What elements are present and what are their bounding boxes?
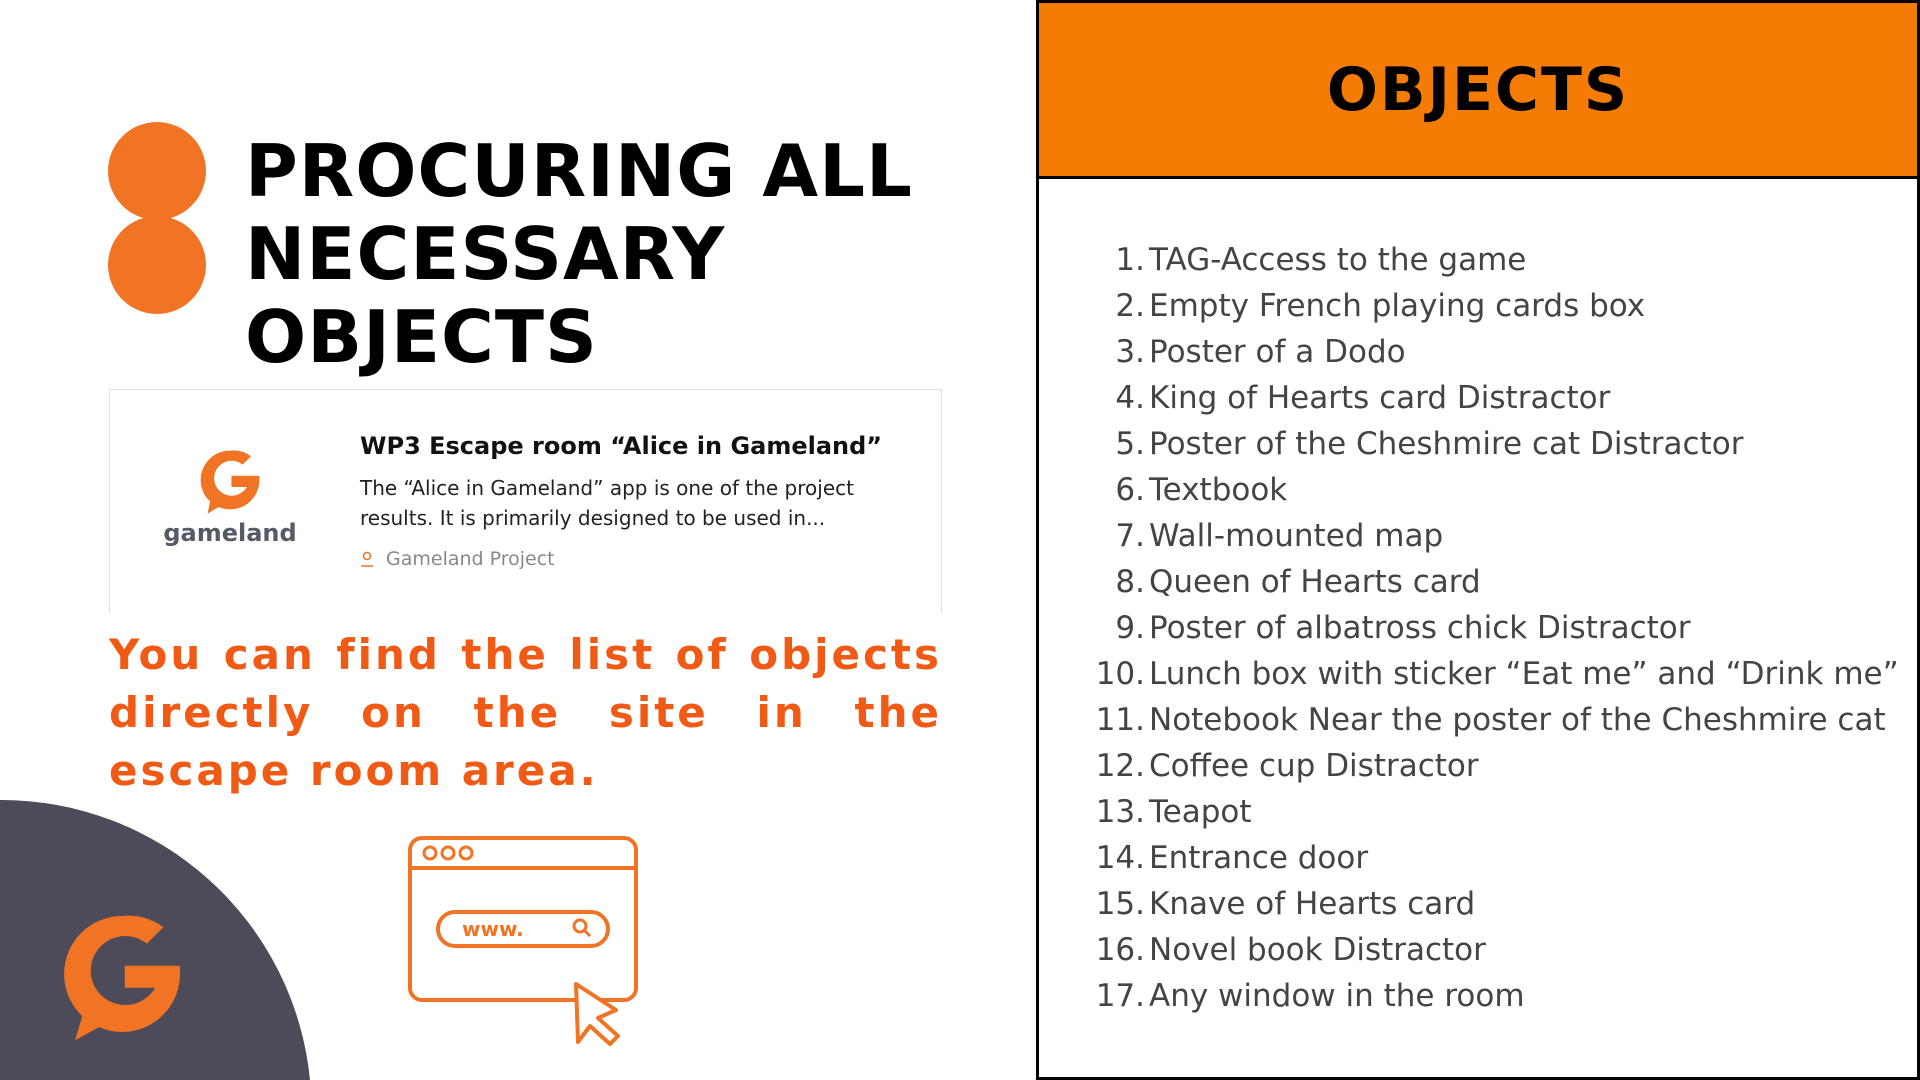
list-item: 13. Teapot	[1095, 794, 1252, 830]
info-note: You can find the list of objects directly on the site in the escape room area.	[109, 630, 942, 795]
list-item: 17. Any window in the room	[1095, 978, 1525, 1014]
card-author-name: Gameland Project	[386, 548, 555, 570]
heading-line-3: OBJECTS	[245, 295, 598, 379]
objects-list	[1067, 237, 1899, 1019]
gameland-logo-text: gameland	[163, 519, 297, 547]
card-title[interactable]: WP3 Escape room “Alice in Gameland”	[360, 432, 883, 460]
card-description: The “Alice in Gameland” app is one of the project results. It is primarily designed to be used in...	[360, 476, 854, 530]
gameland-g-icon	[195, 445, 265, 515]
list-item: 12. Coffee cup Distractor	[1095, 748, 1479, 784]
list-item: 10. Lunch box with sticker “Eat me” and “Drink me”	[1095, 656, 1899, 692]
list-item: 14. Entrance door	[1095, 840, 1369, 876]
link-preview-card[interactable]	[109, 389, 942, 613]
card-author	[360, 548, 555, 570]
objects-panel-title: OBJECTS	[1326, 54, 1630, 125]
slide-heading	[245, 130, 1005, 379]
heading-line-2: NECESSARY	[245, 212, 726, 296]
list-item: 11. Notebook Near the poster of the Cheshmire cat	[1095, 702, 1886, 738]
gameland-logo	[150, 445, 310, 555]
objects-panel	[1036, 0, 1920, 1080]
heading-line-1: PROCURING ALL	[245, 129, 913, 213]
list-item: 4. King of Hearts card Distractor	[1115, 380, 1611, 416]
list-item: 7. Wall-mounted map	[1115, 518, 1444, 554]
browser-window-icon	[406, 834, 646, 1048]
browser-url-text: www.	[462, 917, 524, 941]
list-item: 5. Poster of the Cheshmire cat Distractor	[1115, 426, 1744, 462]
list-item: 15. Knave of Hearts card	[1095, 886, 1476, 922]
corner-gameland-g-icon	[52, 905, 192, 1043]
list-item: 16. Novel book Distractor	[1095, 932, 1486, 968]
list-item: 1. TAG-Access to the game	[1115, 242, 1527, 278]
author-icon	[360, 551, 374, 567]
objects-panel-header	[1039, 3, 1917, 179]
step-number-eight-graphic	[108, 122, 206, 314]
list-item: 2. Empty French playing cards box	[1115, 288, 1646, 324]
list-item: 8. Queen of Hearts card	[1115, 564, 1481, 600]
step-number-bottom-circle	[108, 216, 206, 314]
list-item: 3. Poster of a Dodo	[1115, 334, 1406, 370]
cursor-arrow-icon	[576, 984, 618, 1044]
step-number-top-circle	[108, 122, 206, 220]
list-item: 6. Textbook	[1115, 472, 1288, 508]
list-item: 9. Poster of albatross chick Distractor	[1115, 610, 1691, 646]
